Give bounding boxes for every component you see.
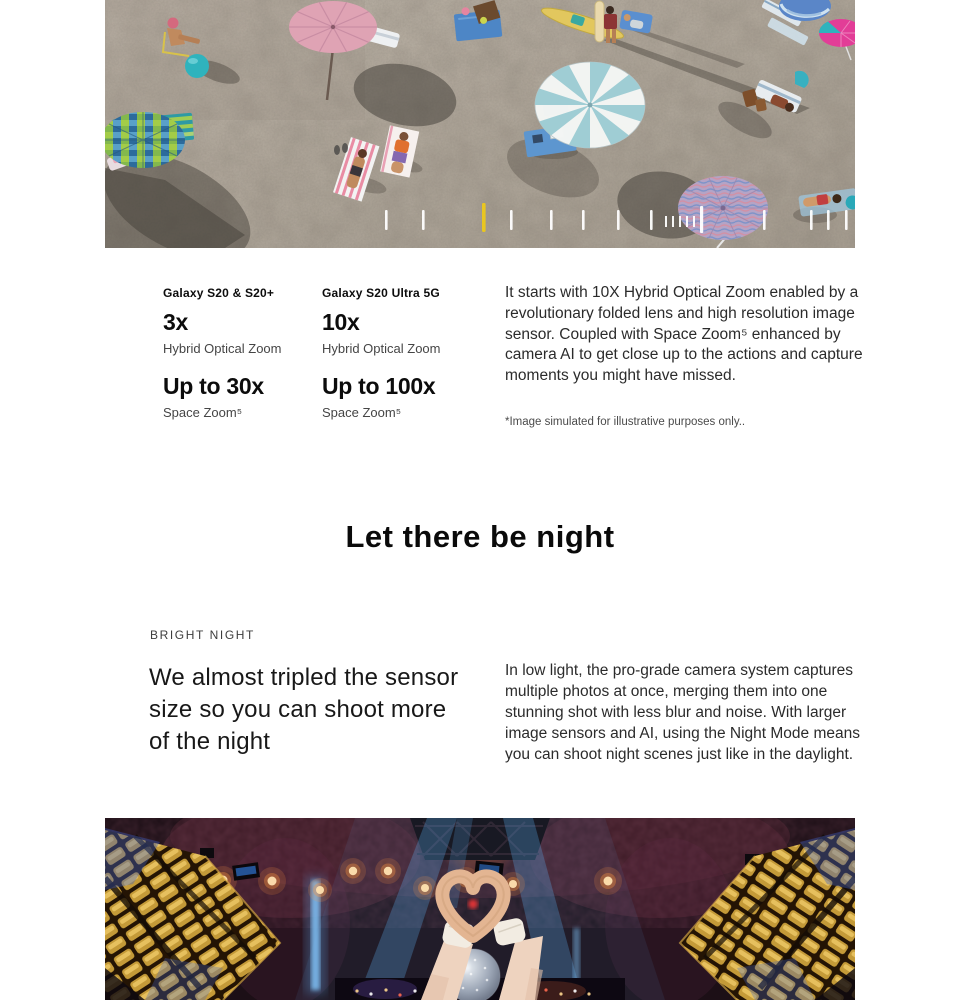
spec-space-value: Up to 100x (322, 373, 436, 399)
concert-night-photo (105, 818, 855, 1000)
zoom-disclaimer: *Image simulated for illustrative purposes only.. (505, 416, 746, 428)
spec-space-value: Up to 30x (163, 373, 264, 399)
spec-model-name: Galaxy S20 & S20+ (163, 286, 275, 300)
spec-space-label: Space Zoom⁵ (322, 405, 402, 420)
spec-optical-value: 3x (163, 309, 188, 335)
zoom-description: It starts with 10X Hybrid Optical Zoom enabled by a revolutionary folded lens and high resolution image sensor. Coupled with Space Zoom⁵ enhanced by camera AI to get close up to the actions and capture moments you might have missed. (505, 284, 863, 385)
beach-zoom-photo (105, 0, 855, 248)
night-section-title: Let there be night (345, 519, 615, 554)
concert-photo-illustration (105, 818, 855, 1000)
spec-model-name: Galaxy S20 Ultra 5G (322, 286, 440, 300)
spec-space-label: Space Zoom⁵ (163, 405, 243, 420)
bright-night-eyebrow: BRIGHT NIGHT (150, 628, 255, 642)
beach-photo-illustration (105, 0, 855, 248)
spec-column-s20-ultra (322, 286, 477, 420)
spec-optical-label: Hybrid Optical Zoom (163, 341, 282, 356)
night-headline: We almost tripled the sensor size so you can shoot more of the night (149, 664, 459, 755)
spec-optical-value: 10x (322, 309, 360, 335)
night-description: In low light, the pro-grade camera system captures multiple photos at once, merging them into one stunning shot with less blur and noise. With larger image sensors and AI, using the Night Mode means you can shoot night scenes just like in the daylight. (505, 662, 860, 763)
spec-column-s20 (163, 286, 318, 420)
spec-optical-label: Hybrid Optical Zoom (322, 341, 441, 356)
zoom-scale-active-tick (482, 203, 486, 232)
